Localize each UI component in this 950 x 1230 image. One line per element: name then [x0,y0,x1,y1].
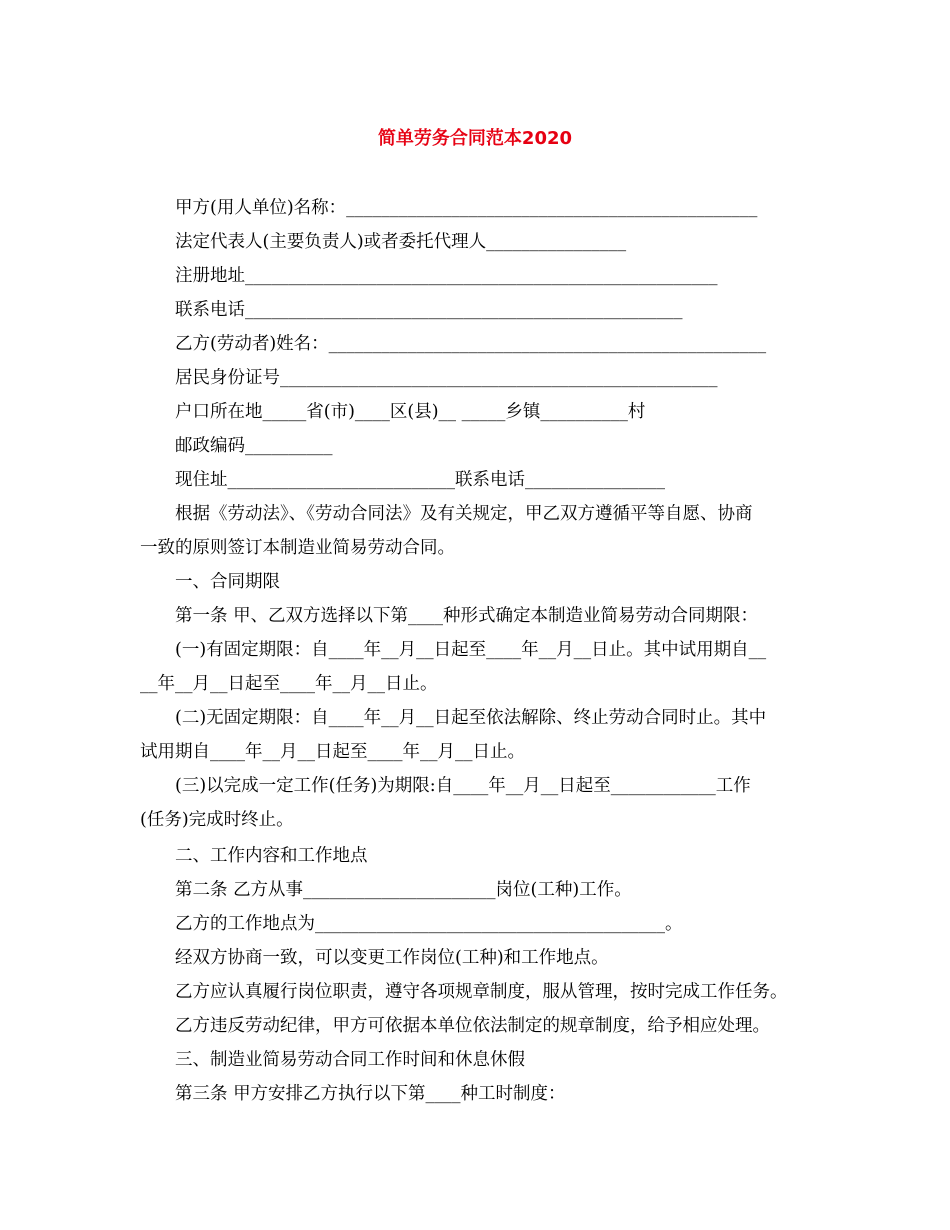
registered-address-line: 注册地址______________________________________________________ [175,266,718,286]
paragraph-line: 乙方应认真履行岗位职责，遵守各项规章制度，服从管理，按时完成工作任务。 [175,982,788,1002]
article-line: 第三条 甲方安排乙方执行以下第____种工时制度： [175,1084,566,1104]
household-registration-line: 户口所在地_____省(市)____区(县)__ _____乡镇__________村 [175,402,646,422]
article-line: 第一条 甲、乙双方选择以下第____种形式确定本制造业简易劳动合同期限： [175,606,759,626]
paragraph-line: 试用期自____年__月__日起至____年__月__日止。 [140,742,525,762]
current-address-line: 现住址__________________________联系电话________________ [175,470,665,490]
postal-code-line: 邮政编码__________ [175,436,333,456]
section-heading: 三、制造业简易劳动合同工作时间和休息休假 [175,1050,525,1070]
party-a-phone-line: 联系电话__________________________________________________ [175,300,683,320]
legal-rep-line: 法定代表人(主要负责人)或者委托代理人________________ [175,232,627,252]
paragraph-line: 乙方违反劳动纪律，甲方可依据本单位依法制定的规章制度，给予相应处理。 [175,1016,770,1036]
id-number-line: 居民身份证号__________________________________________________ [175,368,718,388]
section-heading: 二、工作内容和工作地点 [175,846,368,866]
paragraph-line: __年__月__日起至____年__月__日止。 [140,674,438,694]
paragraph-line: (一)有固定期限：自____年__月__日起至____年__月__日止。其中试用期自__ [175,640,767,660]
document-title: 简单劳务合同范本2020 [377,128,573,149]
party-a-name-line: 甲方(用人单位)名称：_______________________________________________ [175,198,758,218]
paragraph-line: (二)无固定期限：自____年__月__日起至依法解除、终止劳动合同时止。其中 [175,708,767,728]
paragraph-line: 根据《劳动法》、《劳动合同法》及有关规定，甲乙双方遵循平等自愿、协商 [175,504,753,524]
paragraph-line: 经双方协商一致，可以变更工作岗位(工种)和工作地点。 [175,948,609,968]
section-heading: 一、合同期限 [175,572,280,592]
party-b-name-line: 乙方(劳动者)姓名：__________________________________________________ [175,334,767,354]
paragraph-line: 一致的原则签订本制造业简易劳动合同。 [140,538,455,558]
paragraph-line: (三)以完成一定工作(任务)为期限:自____年__月__日起至____________工作 [175,776,751,796]
paragraph-line: (任务)完成时终止。 [140,810,294,830]
paragraph-line: 乙方的工作地点为________________________________________。 [175,914,683,934]
article-line: 第二条 乙方从事______________________岗位(工种)工作。 [175,880,632,900]
